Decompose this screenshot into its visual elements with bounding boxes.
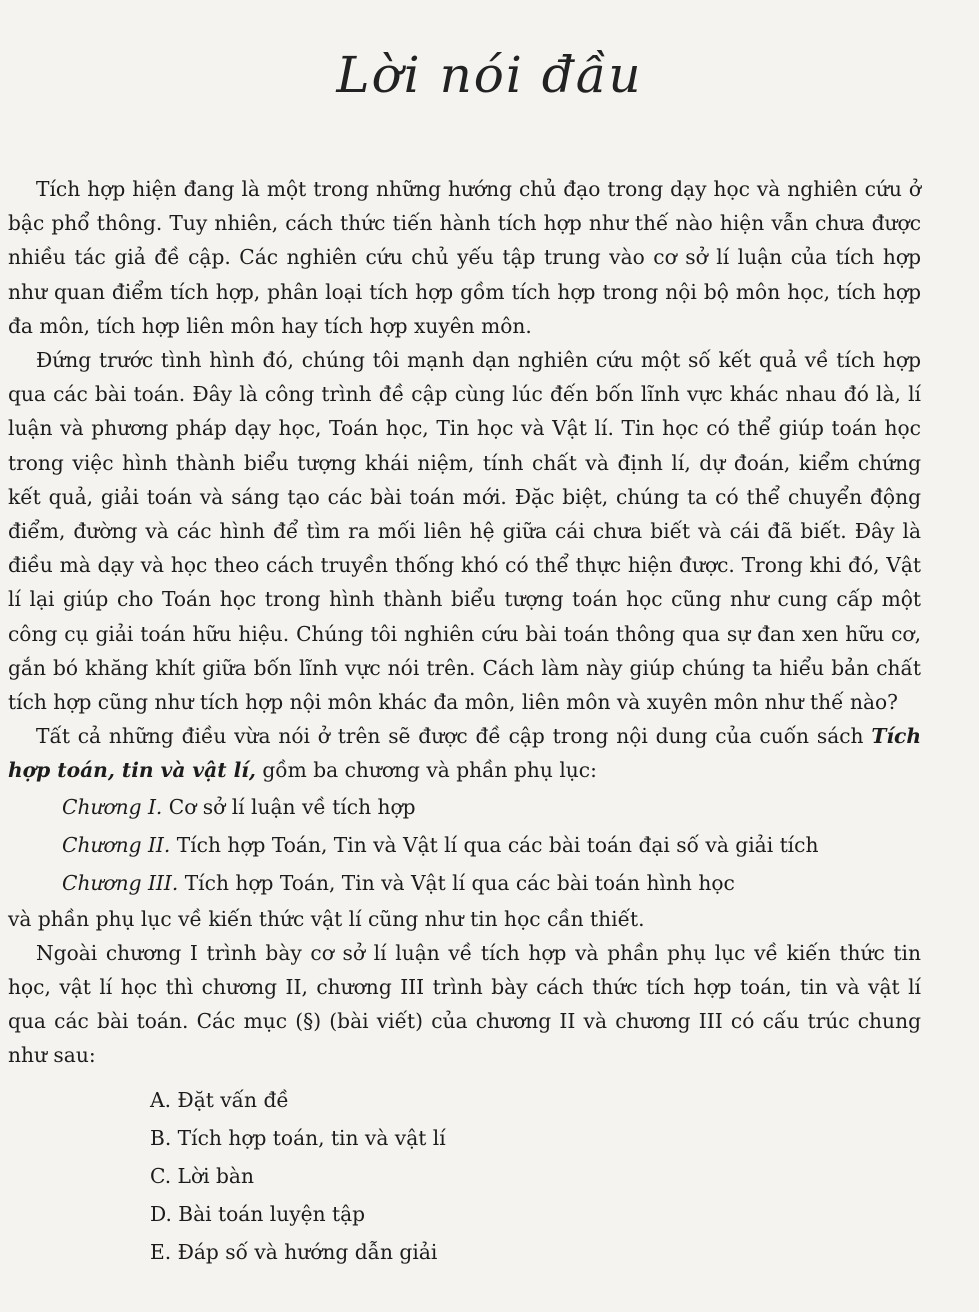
- chapter-list: [8, 788, 921, 902]
- paragraph-1: Tích hợp hiện đang là một trong những hướng chủ đạo trong dạy học và nghiên cứu ở bậc phổ thông. Tuy nhiên, cách thức tiến hành tích hợp như thế nào hiện vẫn chưa được nhiều tác giả đề cập. Các nghiên cứu chủ yếu tập trung vào cơ sở lí luận của tích hợp như quan điểm tích hợp, phân loại tích hợp gồm tích hợp trong nội bộ môn học, tích hợp đa môn, tích hợp liên môn hay tích hợp xuyên môn.: [8, 177, 921, 338]
- section-item: E. Đáp số và hướng dẫn giải: [150, 1240, 438, 1265]
- chapter-item: [8, 864, 921, 902]
- chapter-item: [8, 788, 921, 826]
- paragraph-4: Ngoài chương I trình bày cơ sở lí luận về tích hợp và phần phụ lục về kiến thức tin học, vật lí học thì chương II, chương III trình bày cách thức tích hợp toán, tin và vật lí qua các bài toán. Các mục (§) (bài viết) của chương II và chương III có cấu trúc chung như sau:: [8, 940, 921, 1068]
- chapter-label: Chương II.: [62, 832, 171, 857]
- chapter-text: Tích hợp Toán, Tin và Vật lí qua các bài toán đại số và giải tích: [170, 832, 819, 857]
- page-title: Lời nói đầu: [336, 46, 643, 104]
- chapter-label: Chương III.: [62, 870, 179, 895]
- chapter-text: Tích hợp Toán, Tin và Vật lí qua các bài toán hình học: [178, 870, 735, 895]
- section-item: D. Bài toán luyện tập: [150, 1202, 366, 1227]
- section-item: C. Lời bàn: [150, 1164, 254, 1189]
- intro-tail: gồm ba chương và phần phụ lục:: [255, 758, 597, 783]
- section-item: A. Đặt vấn đề: [150, 1087, 289, 1112]
- body-text: [8, 172, 921, 1272]
- chapter-item: [8, 826, 921, 864]
- paragraph-3: [8, 719, 921, 787]
- chapter-text: Cơ sở lí luận về tích hợp: [162, 794, 416, 819]
- section-structure-list: [8, 1081, 921, 1272]
- book-title: Tích hợp toán, tin và vật lí,: [8, 724, 922, 783]
- chapter-label: Chương I.: [62, 794, 163, 819]
- section-item: B. Tích hợp toán, tin và vật lí: [150, 1125, 446, 1150]
- appendix-line: và phần phụ lục về kiến thức vật lí cũng như tin học cần thiết.: [8, 906, 645, 931]
- paragraph-2: Đứng trước tình hình đó, chúng tôi mạnh dạn nghiên cứu một số kết quả về tích hợp qua các bài toán. Đây là công trình đề cập cùng lúc đến bốn lĩnh vực khác nhau đó là, lí luận và phương pháp dạy học, Toán học, Tin học và Vật lí. Tin học có thể giúp toán học trong việc hình thành biểu tượng khái niệm, tính chất và định lí, dự đoán, kiểm chứng kết quả, giải toán và sáng tạo các bài toán mới. Đặc biệt, chúng ta có thể chuyển động điểm, đường và các hình để tìm ra mối liên hệ giữa cái chưa biết và cái đã biết. Đây là điều mà dạy và học theo cách truyền thống khó có thể thực hiện được. Trong khi đó, Vật lí lại giúp cho Toán học trong hình thành biểu tượng toán học cũng như cung cấp một công cụ giải toán hữu hiệu. Chúng tôi nghiên cứu bài toán thông qua sự đan xen hữu cơ, gắn bó khăng khít giữa bốn lĩnh vực nói trên. Cách làm này giúp chúng ta hiểu bản chất tích hợp cũng như tích hợp nội môn khác đa môn, liên môn và xuyên môn như thế nào?: [8, 348, 921, 715]
- intro-lead: Tất cả những điều vừa nói ở trên sẽ được đề cập trong nội dung của cuốn sách: [36, 724, 864, 749]
